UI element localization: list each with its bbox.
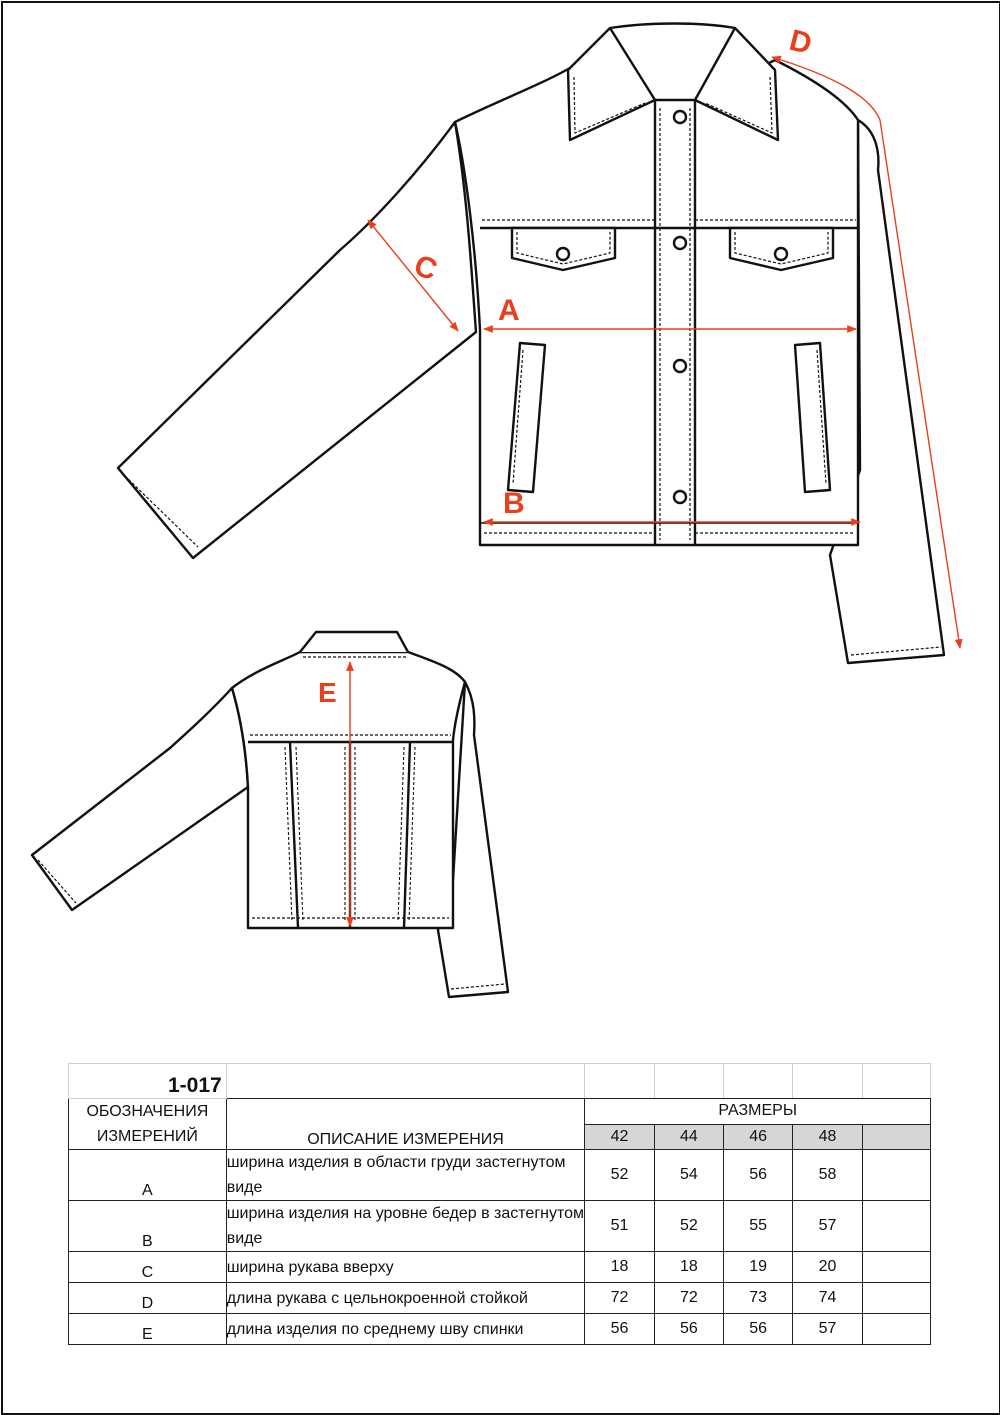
row-value: 56 — [724, 1314, 793, 1345]
row-value: 52 — [654, 1201, 723, 1252]
button — [674, 237, 686, 249]
measure-d-label: D — [786, 23, 816, 62]
row-value: 74 — [793, 1283, 862, 1314]
row-value: 72 — [654, 1283, 723, 1314]
row-value: 56 — [724, 1150, 793, 1201]
sizes-header: РАЗМЕРЫ — [585, 1099, 931, 1125]
size-header: 42 — [585, 1124, 654, 1150]
row-value: 18 — [585, 1252, 654, 1283]
table-row — [69, 1201, 931, 1252]
button — [557, 248, 569, 260]
model-code: 1-017 — [69, 1064, 227, 1099]
row-value: 57 — [793, 1201, 862, 1252]
row-value: 72 — [585, 1283, 654, 1314]
front-collar-stand — [610, 24, 735, 29]
row-value: 51 — [585, 1201, 654, 1252]
code-header: ОБОЗНАЧЕНИЯ ИЗМЕРЕНИЙ — [69, 1099, 227, 1150]
row-description: длина изделия по среднему шву спинки — [226, 1314, 585, 1345]
row-value: 19 — [724, 1252, 793, 1283]
row-code: C — [69, 1252, 227, 1283]
back-body — [232, 652, 465, 928]
button — [674, 111, 686, 123]
row-description: ширина изделия в области груди застегнутом виде — [226, 1150, 585, 1201]
back-left-sleeve — [32, 688, 248, 910]
row-code: B — [69, 1201, 227, 1252]
front-view — [118, 24, 944, 664]
row-value: 54 — [654, 1150, 723, 1201]
back-view — [32, 632, 508, 997]
back-collar — [300, 632, 408, 652]
measure-e-label: E — [318, 677, 337, 708]
table-row — [69, 1314, 931, 1345]
measurement-table — [68, 1063, 931, 1345]
button — [775, 248, 787, 260]
row-value: 56 — [585, 1314, 654, 1345]
row-description: ширина изделия на уровне бедер в застегнутом виде — [226, 1201, 585, 1252]
size-header: 46 — [724, 1124, 793, 1150]
row-value: 58 — [793, 1150, 862, 1201]
front-left-sleeve — [118, 122, 476, 558]
size-header: 44 — [654, 1124, 723, 1150]
row-value: 20 — [793, 1252, 862, 1283]
row-description: длина рукава с цельнокроенной стойкой — [226, 1283, 585, 1314]
row-value: 56 — [654, 1314, 723, 1345]
description-header: ОПИСАНИЕ ИЗМЕРЕНИЯ — [226, 1099, 585, 1150]
row-value: 55 — [724, 1201, 793, 1252]
measure-c-label: C — [409, 248, 442, 288]
measure-a-label: A — [498, 294, 520, 327]
row-value: 18 — [654, 1252, 723, 1283]
row-value: 52 — [585, 1150, 654, 1201]
table-row — [69, 1283, 931, 1314]
size-header: 48 — [793, 1124, 862, 1150]
button — [674, 491, 686, 503]
table-row — [69, 1150, 931, 1201]
table-row — [69, 1252, 931, 1283]
row-value: 73 — [724, 1283, 793, 1314]
measure-b-label: B — [503, 487, 525, 520]
row-code: D — [69, 1283, 227, 1314]
row-code: A — [69, 1150, 227, 1201]
row-value: 57 — [793, 1314, 862, 1345]
button — [674, 360, 686, 372]
row-description: ширина рукава вверху — [226, 1252, 585, 1283]
row-code: E — [69, 1314, 227, 1345]
